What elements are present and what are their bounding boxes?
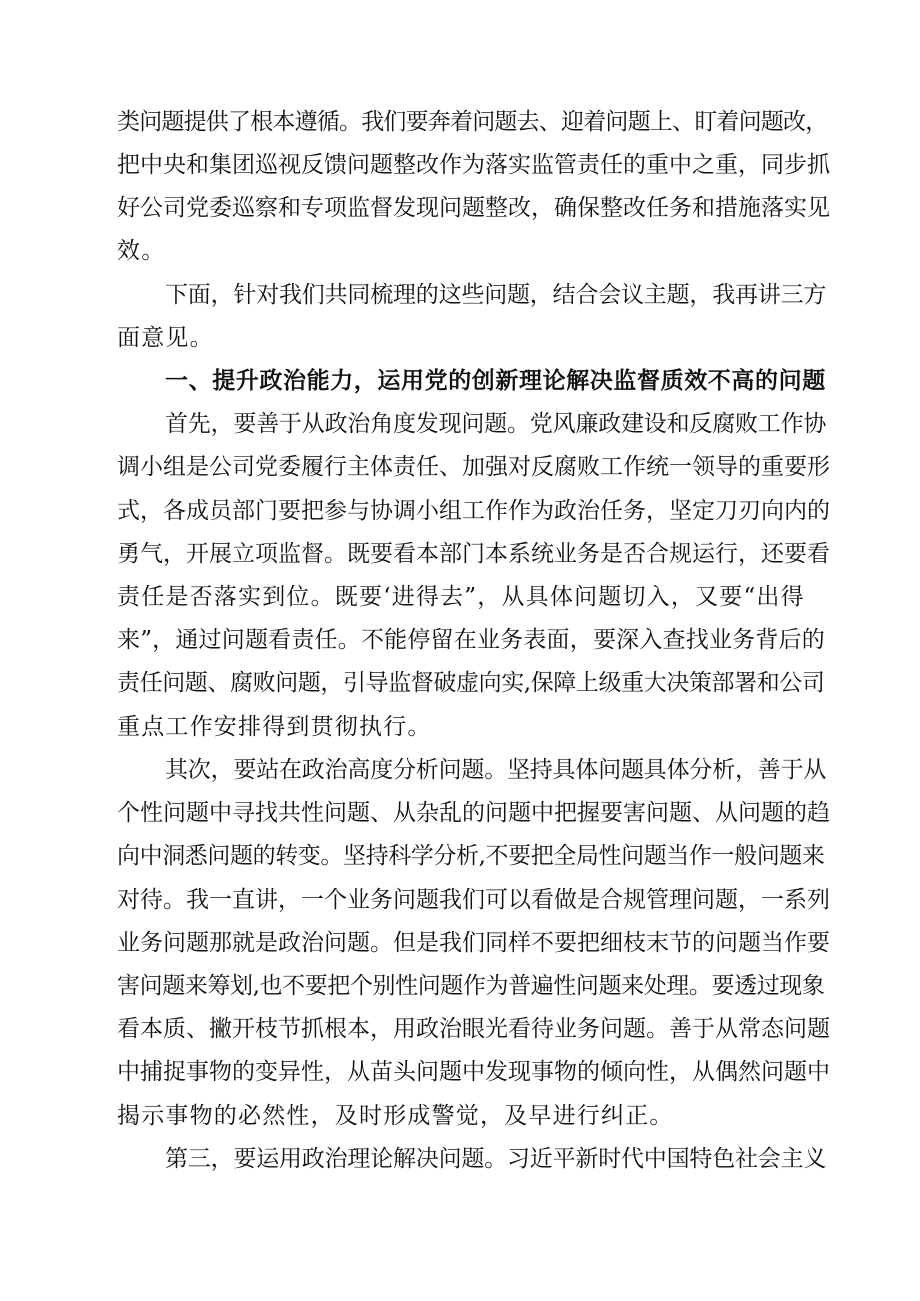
- paragraph-line: 业务问题那就是政治问题。但是我们同样不要把细枝末节的问题当作要: [117, 930, 830, 956]
- paragraph-line: 责任是否落实到位。既要‘进得去”，从具体问题切入，又要“出得: [117, 584, 805, 610]
- paragraph-line: 重点工作安排得到贯彻执行。: [117, 714, 432, 740]
- paragraph-line: 式，各成员部门要把参与协调小组工作作为政治任务，坚定刀刃向内的: [117, 498, 830, 524]
- paragraph-line: 下面，针对我们共同梳理的这些问题，结合会议主题，我再讲三方: [165, 282, 827, 308]
- paragraph-line: 勇气，开展立项监督。既要看本部门本系统业务是否合规运行，还要看: [117, 541, 830, 567]
- paragraph-line: 揭示事物的必然性，及时形成警觉，及早进行纠正。: [117, 1103, 674, 1129]
- paragraph-line: 类问题提供了根本遵循。我们要奔着问题去、迎着问题上、盯着问题改，: [117, 109, 828, 135]
- paragraph-line: 个性问题中寻找共性问题、从杂乱的问题中把握要害问题、从问题的趋: [117, 800, 830, 826]
- section-heading: 一、提升政治能力，运用党的创新理论解决监督质效不高的问题: [165, 367, 826, 394]
- paragraph-line: 把中央和集团巡视反馈问题整改作为落实监管责任的重中之重，同步抓: [117, 152, 830, 178]
- paragraph-line: 其次，要站在政治高度分析问题。坚持具体问题具体分析，善于从: [165, 757, 827, 783]
- paragraph-line: 首先，要善于从政治角度发现问题。党风廉政建设和反腐败工作协: [165, 411, 827, 437]
- paragraph-line: 害问题来筹划,也不要把个别性问题作为普遍性问题来处理。要透过现象: [117, 973, 825, 999]
- paragraph-line: 向中洞悉问题的转变。坚持科学分析,不要把全局性问题当作一般问题来: [117, 843, 825, 869]
- paragraph-line: 对待。我一直讲，一个业务问题我们可以看做是合规管理问题，一系列: [117, 887, 830, 913]
- paragraph-line: 来”，通过问题看责任。不能停留在业务表面，要深入查找业务背后的: [117, 627, 825, 653]
- paragraph-line: 责任问题、腐败问题，引导监督破虚向实,保障上级重大决策部署和公司: [117, 670, 825, 696]
- paragraph-line: 看本质、撇开枝节抓根本，用政治眼光看待业务问题。善于从常态问题: [117, 1016, 830, 1042]
- paragraph-line: 第三，要运用政治理论解决问题。习近平新时代中国特色社会主义: [165, 1146, 827, 1172]
- paragraph-line: 好公司党委巡察和专项监督发现问题整改，确保整改任务和措施落实见: [117, 195, 830, 221]
- paragraph-line: 面意见。: [117, 325, 214, 351]
- paragraph-line: 中捕捉事物的变异性，从苗头问题中发现事物的倾向性，从偶然问题中: [117, 1059, 830, 1085]
- paragraph-line: 调小组是公司党委履行主体责任、加强对反腐败工作统一领导的重要形: [117, 454, 830, 480]
- paragraph-line: 效。: [117, 238, 166, 264]
